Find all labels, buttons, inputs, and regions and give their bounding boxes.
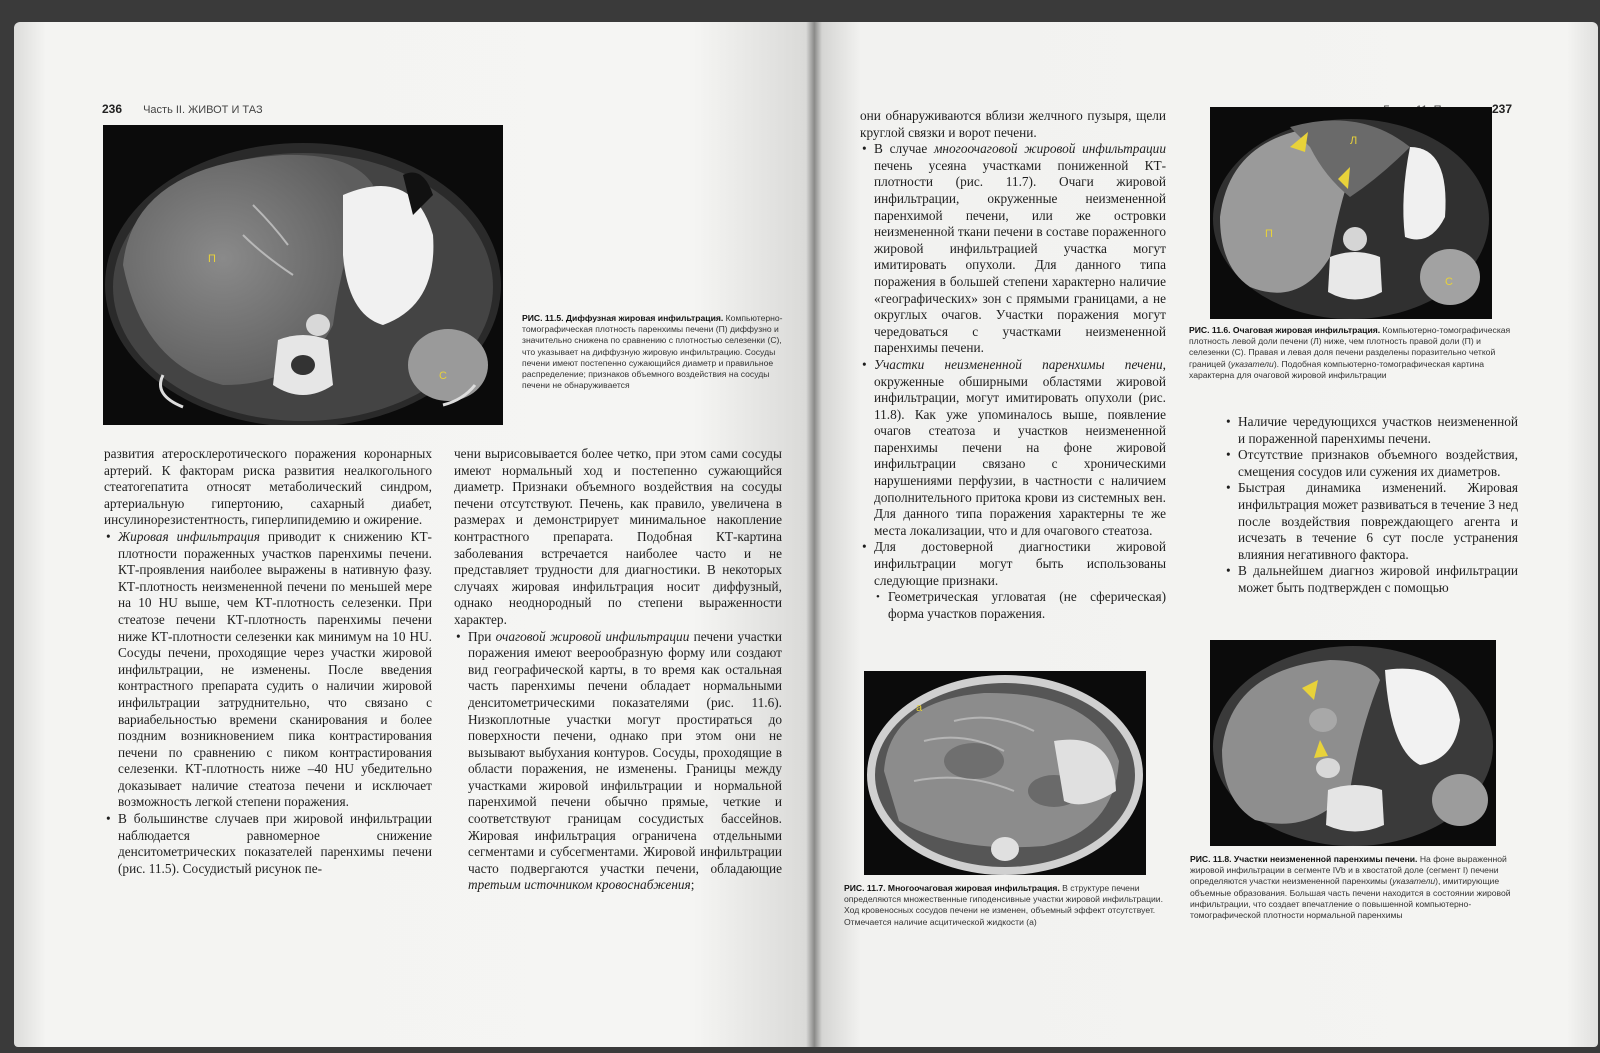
- bullet-text: печень усеяна участками пониженной КТ-плотности (рис. 11.7). Очаги жировой инфильтрации, окруженные неизмененной паренхимой печени, или же островки неизмененной ткани печени в составе пораженного жировой инфильтрацией участка могут имитировать опухоли. Для данного типа поражения в большей степени характерно наличие «географических» зон с прямыми границами, а не округлых очагов. Участки поражения могут чередоваться с участками неизмененной паренхимы печени.: [874, 157, 1166, 356]
- italic-term: многоочаговой жировой инфильтрации: [933, 141, 1166, 157]
- ct-scan-spared-parenchyma: [1210, 640, 1496, 846]
- figure-11-6-label-right-lobe: П: [1265, 228, 1273, 240]
- bullet-list: [1224, 414, 1518, 597]
- figure-11-5-label-spleen: С: [439, 370, 447, 382]
- bullet-list: [860, 141, 1166, 622]
- bullet-text: При: [468, 628, 496, 644]
- right-column-1: [860, 108, 1166, 622]
- list-item: [468, 629, 782, 895]
- italic-term: Участки неизмененной паренхимы печени: [874, 356, 1163, 372]
- right-column-2: [1224, 414, 1518, 597]
- left-column-1: [104, 446, 432, 877]
- caption-title: РИС. 11.6. Очаговая жировая инфильтрация.: [1189, 325, 1381, 335]
- left-column-2: [454, 446, 782, 894]
- book-gutter: [806, 22, 822, 1047]
- paragraph: они обнаруживаются вблизи желчного пузыря, щели круглой связки и ворот печени.: [860, 108, 1166, 140]
- caption-italic: указатели: [1392, 876, 1436, 887]
- caption-italic: указатели: [1230, 358, 1274, 369]
- list-item: [1238, 480, 1518, 563]
- bullet-text: ;: [690, 877, 695, 893]
- list-item: [118, 811, 432, 877]
- ct-scan-diffuse: [103, 125, 503, 425]
- left-running-head: Часть II. ЖИВОТ И ТАЗ: [143, 104, 263, 116]
- right-page: [814, 22, 1598, 1047]
- caption-text: В структуре печени определяются множественные гиподенсивные участки жировой инфильтрации. Ход кровеносных сосудов печени не изменен, объемный эффект отсутствует. Отмечается наличие асцитической жидкости (а): [844, 883, 1163, 927]
- caption-text: ). Подобная компьютерно-томографическая картина характерна для очаговой жировой инфильтрации: [1189, 358, 1484, 380]
- italic-term: очаговой жировой инфильтрации: [495, 628, 690, 644]
- figure-11-7-ct-image: [864, 671, 1146, 875]
- paragraph: чени вырисовывается более четко, при этом сами сосуды имеют нормальный ход и постепенно сужающийся диаметр. Признаки объемного воздействия на сосуды печени отсутствуют. Печень, как правило, увеличена в размерах и демонстрирует минимальное накопление контрастного препарата. Подобная КТ-картина заболевания встречается наиболее часто и не представляет трудности для диагностики. В некоторых случаях жировая инфильтрация носит диффузный, однако неоднородный по степени выраженности характер.: [454, 446, 782, 627]
- right-page-number: 237: [1491, 102, 1512, 116]
- bullet-text: , окруженные обширными областями жировой инфильтрации, могут имитировать опухоли (рис. 11.8). Как уже упоминалось выше, появление очагов стеатоза и участков неизмененной паренхимы печени на фоне жировой инфильтрации связано с хроническими нарушениями перфузии, в частности с наличием дополнительного притока крови из системных вен. Для данного типа поражения характерны те же места локализации, что и для очагового стеатоза.: [874, 356, 1166, 538]
- bullet-list: [104, 529, 432, 877]
- list-item: [874, 539, 1166, 622]
- caption-text: ), имитирующие объемные образования. Большая часть печени находится в состоянии жировой инфильтрации, что создает впечатление о повышенной компьютерно-томографической плотности нормальной паренхимы: [1190, 876, 1511, 921]
- figure-11-8-ct-image: [1210, 640, 1496, 846]
- caption-text: На фоне выраженной жировой инфильтрации в сегменте IVb и в хвостатой доле (сегмент I) печени определяются участки неизмененной паренхимы (: [1190, 854, 1507, 887]
- figure-11-6-label-spleen: С: [1445, 276, 1453, 288]
- list-item: [874, 357, 1166, 540]
- bullet-text: В большинстве случаев при жировой инфильтрации наблюдается равномерное снижение денситометрических показателей паренхимы печени (рис. 11.5). Сосудистый рисунок пе-: [118, 811, 432, 876]
- italic-term: третьим источником кровоснабжения: [468, 877, 691, 893]
- ct-scan-focal: [1210, 107, 1492, 319]
- bullet-text: приводит к снижению КТ-плотности пораженных участков паренхимы печени. КТ-проявления наиболее выражены в нативную фазу. КТ-плотность неизмененной печени по меньшей мере на 10 HU выше, чем КТ-плотность селезенки. При стеатозе печени КТ-плотность паренхимы печени ниже КТ-плотности селезенки как минимум на 10 HU. Сосуды печени, проходящие через участки жировой инфильтрации, не изменены. После введения контрастного препарата судить о наличии жировой инфильтрации затруднительно, что связано с вариабельностью времени сканирования и более поздним возникновением пика контрастирования печени по сравнению с пиком контрастирования селезенки. КТ-плотность ниже –40 HU убедительно доказывает наличие стеатоза печени и исключает возможность легкой степени поражения.: [118, 528, 432, 810]
- list-item: [874, 141, 1166, 357]
- left-running-header: [102, 102, 263, 116]
- bullet-text: Наличие чередующихся участков неизмененной и пораженной паренхимы печени.: [1238, 414, 1518, 446]
- figure-11-5-ct-image: [103, 125, 503, 425]
- ct-scan-multifocal: [864, 671, 1146, 875]
- figure-11-6-ct-image: [1210, 107, 1492, 319]
- bullet-text: Геометрическая угловатая (не сферическая) форма участков поражения.: [888, 589, 1166, 621]
- figure-11-6-label-left-lobe: Л: [1350, 135, 1358, 147]
- bullet-text: Отсутствие признаков объемного воздействия, смещения сосудов или сужения их диаметров.: [1238, 447, 1518, 479]
- list-item: [1238, 447, 1518, 480]
- bullet-text: Для достоверной диагностики жировой инфильтрации могут быть использованы следующие признаки.: [874, 539, 1166, 588]
- caption-text: Компьютерно-томографическая плотность левой доли печени (Л) ниже, чем плотность правой доли (П) и селезенки (С). Правая и левая доля печени разделены поразительно четкой границей (: [1189, 325, 1511, 369]
- bullet-list: [454, 629, 782, 895]
- list-item: [1238, 563, 1518, 596]
- left-page: [14, 22, 814, 1047]
- figure-11-7-caption: [844, 883, 1170, 928]
- italic-term: Жировая инфильтрация: [118, 528, 260, 544]
- bullet-text: В дальнейшем диагноз жировой инфильтрации может быть подтвержден с помощью: [1238, 563, 1518, 595]
- sub-bullet-list: [874, 589, 1166, 622]
- paragraph: развития атеросклеротического поражения коронарных артерий. К факторам риска развития неалкогольного стеатогепатита относят метаболический синдром, артериальную гипертонию, сахарный диабет, инсулинорезистентность, гиперлипидемию и ожирение.: [104, 446, 432, 528]
- figure-11-5-caption: [522, 313, 784, 391]
- figure-11-7-label-ascites: а: [916, 702, 923, 714]
- bullet-text: печени участки поражения имеют веерообразную форму или создают вид географической карты, в то время как остальная часть паренхимы печени обладает нормальными денситометрическими показателями (рис. 11.6). Низкоплотные участки могут простираться до поверхности печени, однако при этом они не вызывают выбухания контуров. Сосуды, проходящие в области поражения, не изменены. Границы между участками жировой инфильтрации и нормальной паренхимой печени обычно прямые, четкие и соответствуют границам сосудистых бассейнов. Жировая инфильтрация ограничена отдельными сегментами и субсегментами. Жировой инфильтрации часто подвергаются участки печени, обладающие: [468, 628, 782, 876]
- figure-11-5-label-liver: П: [208, 253, 216, 265]
- caption-title: РИС. 11.8. Участки неизмененной паренхимы печени.: [1190, 854, 1418, 864]
- list-item: [1238, 414, 1518, 447]
- figure-11-8-caption: [1190, 854, 1518, 921]
- bullet-text: Быстрая динамика изменений. Жировая инфильтрация может развиваться в течение 3 нед после воздействия повреждающего агента и исчезать в течение 6 сут после устранения влияния негативного фактора.: [1238, 480, 1518, 562]
- figure-11-6-caption: [1189, 325, 1515, 381]
- list-item: [888, 589, 1166, 622]
- left-page-number: 236: [102, 102, 123, 116]
- bullet-text: В случае: [874, 141, 934, 157]
- list-item: [118, 529, 432, 811]
- caption-title: РИС. 11.7. Многоочаговая жировая инфильтрация.: [844, 883, 1060, 893]
- caption-text: Компьютерно-томографическая плотность паренхимы печени (П) диффузно и значительно снижена по сравнению с плотностью селезенки (С), что указывает на диффузную жировую инфильтрацию. Сосуды печени имеют постепенно сужающийся диаметр и правильное распределение; признаков объемного воздействия на сосуды печени не обнаруживается: [522, 313, 783, 391]
- caption-title: РИС. 11.5. Диффузная жировая инфильтрация.: [522, 313, 724, 323]
